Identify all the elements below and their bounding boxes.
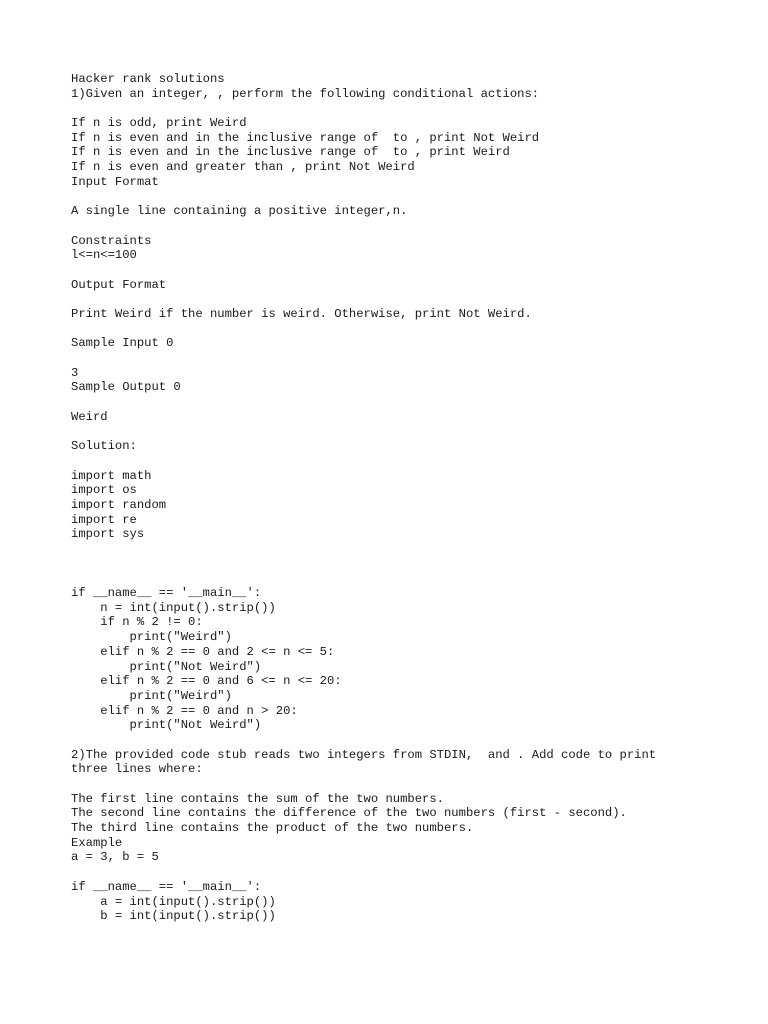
blank-line [71, 263, 751, 278]
text-line: elif n % 2 == 0 and n > 20: [71, 703, 298, 718]
text-line: if n % 2 != 0: [71, 615, 203, 630]
text-line: Sample Input 0 [71, 336, 174, 351]
text-line: 1)Given an integer, , perform the following conditional actions: [71, 86, 540, 101]
blank-line [71, 292, 751, 307]
blank-line [71, 425, 751, 440]
text-line: Example [71, 835, 123, 850]
blank-line [71, 454, 751, 469]
text-line: if __name__ == '__main__': [71, 879, 262, 894]
text-line: Sample Output 0 [71, 380, 181, 395]
text-line: If n is even and greater than , print Not Weird [71, 160, 415, 175]
text-line: If n is even and in the inclusive range of to , print Weird [71, 145, 510, 160]
text-line: 2)The provided code stub reads two integers from STDIN, and . Add code to print [71, 747, 657, 762]
blank-line [71, 865, 751, 880]
text-line: Constraints [71, 233, 152, 248]
text-line: print("Not Weird") [71, 718, 262, 733]
text-line: 3 [71, 365, 79, 380]
text-line: Input Format [71, 174, 159, 189]
text-line: n = int(input().strip()) [71, 600, 276, 615]
text-line: The second line contains the difference of the two numbers (first - second). [71, 806, 627, 821]
blank-line [71, 777, 751, 792]
text-line: elif n % 2 == 0 and 2 <= n <= 5: [71, 644, 335, 659]
blank-line [71, 322, 751, 337]
blank-line [71, 219, 751, 234]
text-line: Hacker rank solutions [71, 72, 225, 86]
text-line: Solution: [71, 439, 137, 454]
text-line: If n is odd, print Weird [71, 116, 247, 131]
text-line: b = int(input().strip()) [71, 909, 276, 924]
text-line: import random [71, 497, 167, 512]
text-line: if __name__ == '__main__': [71, 586, 262, 601]
text-line: a = 3, b = 5 [71, 850, 159, 865]
text-line: A single line containing a positive integer,n. [71, 204, 408, 219]
text-line: Print Weird if the number is weird. Otherwise, print Not Weird. [71, 307, 532, 321]
text-line: print("Weird") [71, 630, 232, 645]
blank-line [71, 395, 751, 410]
text-line: import math [71, 468, 152, 483]
text-line: import os [71, 483, 137, 498]
text-line: If n is even and in the inclusive range of to , print Not Weird [71, 130, 540, 145]
text-line: l<=n<=100 [71, 248, 137, 263]
text-line: elif n % 2 == 0 and 6 <= n <= 20: [71, 674, 342, 689]
blank-line [71, 351, 751, 366]
text-line: three lines where: [71, 762, 203, 777]
blank-line [71, 571, 751, 586]
text-line: print("Weird") [71, 688, 232, 703]
document-page [71, 72, 751, 924]
text-line: import sys [71, 527, 145, 542]
text-line: The third line contains the product of the two numbers. [71, 821, 474, 836]
text-line: import re [71, 512, 137, 527]
blank-line [71, 190, 751, 205]
blank-line [71, 557, 751, 572]
blank-line [71, 101, 751, 116]
text-line: Weird [71, 409, 108, 424]
text-line: The first line contains the sum of the two numbers. [71, 791, 444, 806]
blank-line [71, 733, 751, 748]
document-body [71, 72, 751, 924]
text-line: a = int(input().strip()) [71, 894, 276, 909]
text-line: Output Format [71, 277, 167, 292]
text-line: print("Not Weird") [71, 659, 262, 674]
blank-line [71, 542, 751, 557]
